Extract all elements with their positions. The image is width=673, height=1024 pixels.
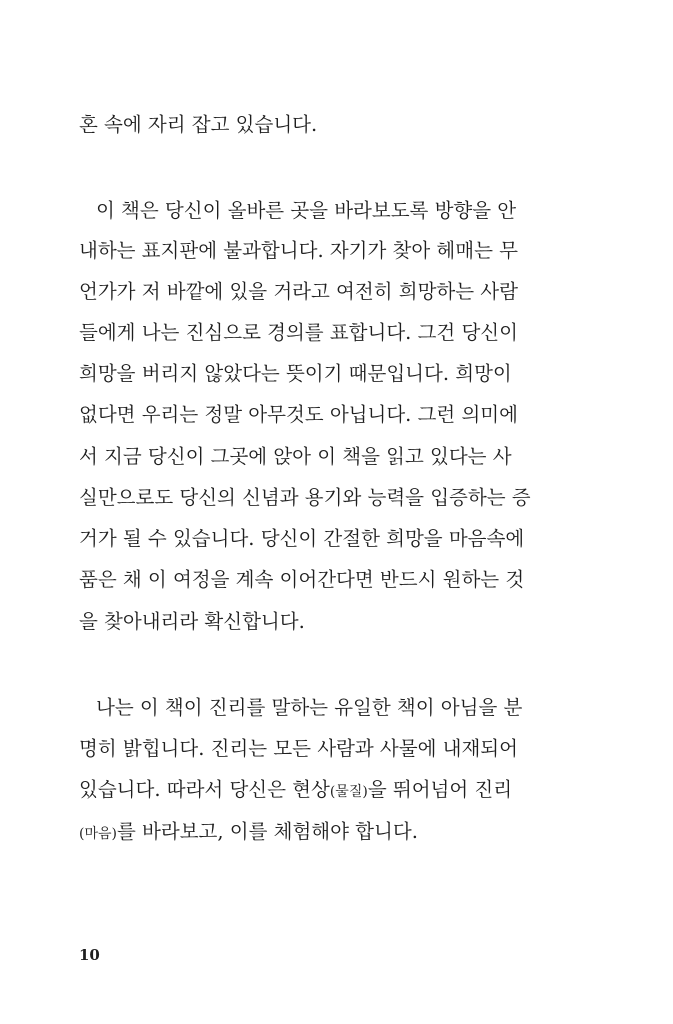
text-line	[79, 736, 531, 762]
text-line	[96, 695, 531, 721]
text-run: 을 찾아내리라 확신합니다.	[79, 610, 305, 633]
text-line	[79, 361, 531, 387]
text-run: 들에게 나는 진심으로 경의를 표합니다. 그건 당신이	[79, 321, 518, 344]
text-line	[79, 526, 531, 552]
text-run: 명히 밝힙니다. 진리는 모든 사람과 사물에 내재되어	[79, 737, 518, 760]
text-line	[79, 567, 531, 593]
text-run: 를 바라보고, 이를 체험해야 합니다.	[116, 820, 418, 843]
text-line	[79, 320, 531, 346]
text-run: 나는 이 책이 진리를 말하는 유일한 책이 아님을 분	[96, 696, 523, 719]
text-line	[79, 402, 531, 428]
text-run: 혼 속에 자리 잡고 있습니다.	[79, 113, 318, 136]
text-line	[79, 609, 531, 635]
text-run: 희망을 버리지 않았다는 뜻이기 때문입니다. 희망이	[79, 362, 512, 385]
text-line	[79, 485, 531, 511]
text-run: 있습니다. 따라서 당신은 현상	[79, 778, 330, 801]
text-run: 내하는 표지판에 불과합니다. 자기가 찾아 헤매는 무	[79, 239, 518, 262]
text-run: 서 지금 당신이 그곳에 앉아 이 책을 읽고 있다는 사	[79, 445, 512, 468]
text-line	[79, 279, 531, 305]
text-run: 언가가 저 바깥에 있을 거라고 여전히 희망하는 사람	[79, 280, 518, 303]
text-line	[79, 777, 531, 805]
text-line	[79, 444, 531, 470]
text-line	[96, 198, 531, 224]
text-run: 거가 될 수 있습니다. 당신이 간절한 희망을 마음속에	[79, 527, 525, 550]
page-number: 10	[79, 946, 100, 964]
text-run	[79, 777, 512, 805]
text-run: 없다면 우리는 정말 아무것도 아닙니다. 그런 의미에	[79, 403, 518, 426]
text-run: 을 뛰어넘어 진리	[367, 778, 513, 801]
text-run	[79, 819, 418, 847]
annotation-material: (물질)	[329, 784, 368, 800]
text-line	[79, 238, 531, 264]
text-line	[79, 819, 531, 847]
text-run: 이 책은 당신이 올바른 곳을 바라보도록 방향을 안	[96, 199, 517, 222]
annotation-mind: (마음)	[79, 826, 117, 842]
text-line	[79, 112, 531, 138]
text-run: 품은 채 이 여정을 계속 이어간다면 반드시 원하는 것	[79, 568, 525, 591]
text-run: 실만으로도 당신의 신념과 용기와 능력을 입증하는 증	[79, 486, 531, 509]
